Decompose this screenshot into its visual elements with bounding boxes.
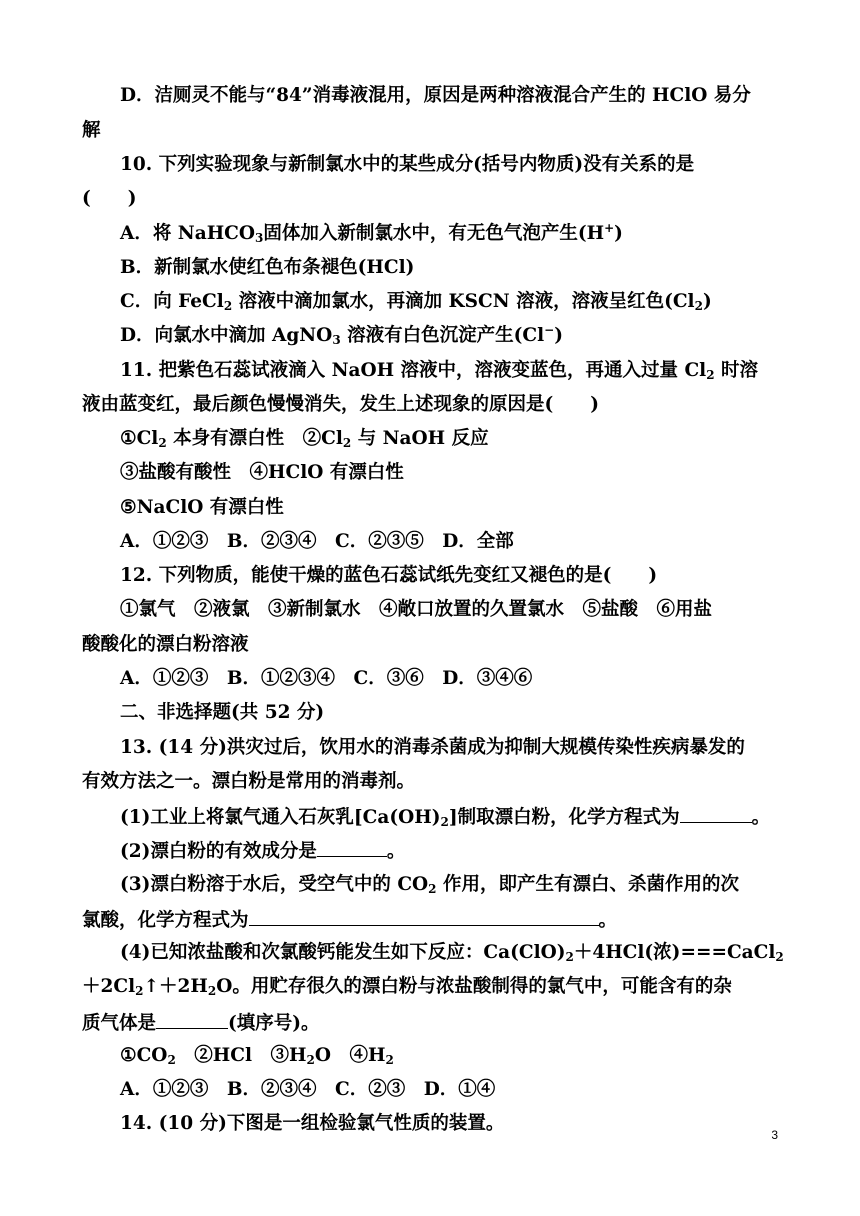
q12-options: A．①②③ B．①②③④ C．③⑥ D．③④⑥ [120, 668, 533, 689]
q13-part3-line2: 氯酸，化学方程式为 。 [82, 905, 617, 935]
q10-option-c: C．向 FeCl$_2$ 溶液中滴加氯水，再滴加 KSCN 溶液，溶液呈红色$(Cl_2)$ [120, 291, 712, 313]
q13-part4-line2: $+2Cl_2↑+2H_2O$。用贮存很久的漂白粉与浓盐酸制得的氯气中，可能含有的杂 [82, 976, 732, 998]
q10-option-a: A．将 NaHCO$_3$固体加入新制氯水中，有无色气泡产生(H+) [120, 221, 623, 245]
q14-stem: 14. (10 分)下图是一组检验氯气性质的装置。 [120, 1113, 505, 1134]
answer-blank[interactable] [317, 836, 387, 857]
q13-stem-line1: 13. (14 分)洪灾过后，饮用水的消毒杀菌成为抑制大规模传染性疾病暴发的 [120, 737, 745, 758]
page-number: 3 [771, 1128, 778, 1142]
q10-stem-line2: ( ) [82, 188, 137, 209]
q13-part2: (2)漂白粉的有效成分是 。 [120, 836, 405, 866]
q13-part4-choices: $①CO_2$ ②HCl $③H_2O$ $④H_2$ [120, 1045, 394, 1067]
q10-stem-line1: 10. 下列实验现象与新制氯水中的某些成分(括号内物质)没有关系的是 [120, 154, 695, 175]
q13-stem-line2: 有效方法之一。漂白粉是常用的消毒剂。 [82, 771, 416, 792]
q13-part4-line3: 质气体是 (填序号)。 [82, 1008, 320, 1038]
q12-choices-line2: 酸酸化的漂白粉溶液 [82, 634, 249, 655]
q11-stem-line2: 液由蓝变红，最后颜色慢慢消失，发生上述现象的原因是( ) [82, 394, 600, 415]
q9-option-d-line1: D．洁厕灵不能与“84”消毒液混用，原因是两种溶液混合产生的 HClO 易分 [120, 85, 751, 106]
answer-blank[interactable] [680, 802, 752, 823]
q10-option-b: B．新制氯水使红色布条褪色(HCl) [120, 257, 415, 278]
q11-choices-line2: ③盐酸有酸性 ④HClO 有漂白性 [120, 462, 404, 483]
answer-blank[interactable] [249, 905, 599, 926]
q10-option-d: D．向氯水中滴加 AgNO$_3$ 溶液有白色沉淀产生(Cl−) [120, 323, 563, 347]
q13-part4-line1: (4)已知浓盐酸和次氯酸钙能发生如下反应：$Ca(ClO)_2+4HCl$(浓)===CaCl$_2$ [120, 942, 784, 964]
q11-choices-line3: ⑤NaClO 有漂白性 [120, 497, 284, 518]
q12-choices-line1: ①氯气 ②液氯 ③新制氯水 ④敞口放置的久置氯水 ⑤盐酸 ⑥用盐 [120, 599, 713, 620]
answer-blank[interactable] [156, 1008, 228, 1029]
q13-part1: (1)工业上将氯气通入石灰乳$[Ca(OH)_2]$制取漂白粉，化学方程式为 。 [120, 802, 770, 832]
q13-part3-line1: (3)漂白粉溶于水后，受空气中的 $CO_2$ 作用，即产生有漂白、杀菌作用的次 [120, 874, 739, 896]
q11-options: A．①②③ B．②③④ C．②③⑤ D．全部 [120, 531, 514, 552]
q11-choices-line1: $①Cl_2$ 本身有漂白性 $②Cl_2$ 与 NaOH 反应 [120, 428, 489, 450]
q13-part4-options: A．①②③ B．②③④ C．②③ D．①④ [120, 1079, 496, 1100]
q11-stem-line1: 11. 把紫色石蕊试液滴入 NaOH 溶液中，溶液变蓝色，再通入过量 $Cl_2$ 时溶 [120, 360, 759, 382]
q9-option-d-line2: 解 [82, 120, 101, 141]
q12-stem: 12. 下列物质，能使干燥的蓝色石蕊试纸先变红又褪色的是( ) [120, 565, 658, 586]
section-heading: 二、非选择题(共 52 分) [120, 702, 325, 723]
